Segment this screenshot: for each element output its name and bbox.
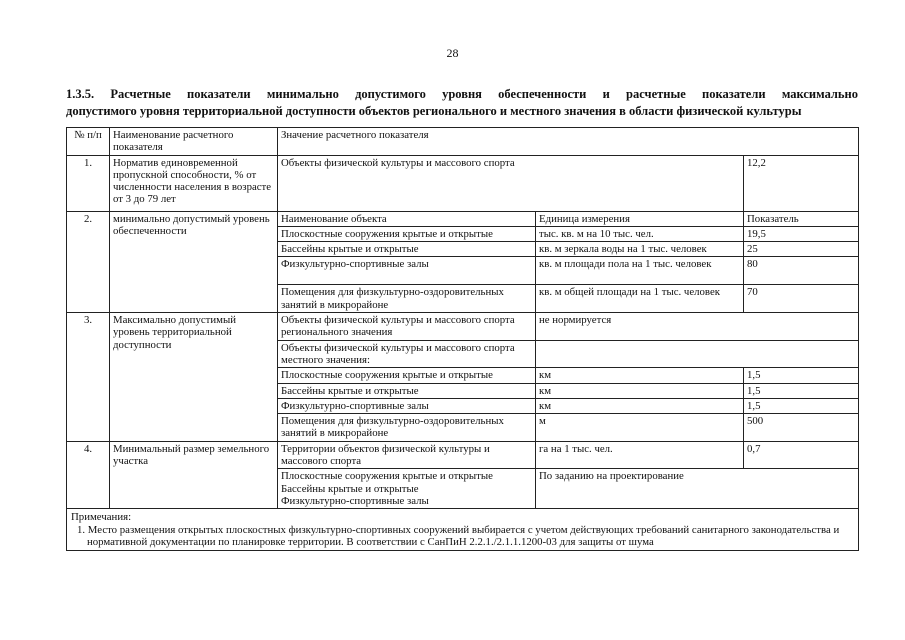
row2-obj: Физкультурно-спортивные залы [278, 257, 536, 285]
row2-num: 2. [67, 211, 110, 312]
row3-unit: км [536, 383, 744, 398]
row4-val1: 0,7 [744, 441, 859, 469]
row2-unit: кв. м зеркала воды на 1 тыс. человек [536, 242, 744, 257]
row2-obj: Помещения для физкультурно-оздоровительных занятий в микрорайоне [278, 285, 536, 313]
row3-regional-object: Объекты физической культуры и массового спорта регионального значения [278, 313, 536, 341]
row2-val: 19,5 [744, 226, 859, 241]
row4-obj2-line2: Бассейны крытые и открытые [281, 482, 419, 495]
row2-val: 25 [744, 242, 859, 257]
row2-unit: тыс. кв. м на 10 тыс. чел. [536, 226, 744, 241]
section-title-line2: допустимого уровня территориальной доступности объектов регионального и местного значения в области физической культуры [66, 104, 802, 118]
row4-obj1: Территории объектов физической культуры и массового спорта [278, 441, 536, 469]
row2-val: 80 [744, 257, 859, 285]
row1-value: 12,2 [744, 155, 859, 211]
row3-obj: Бассейны крытые и открытые [278, 383, 536, 398]
table-row [67, 211, 859, 226]
table-header-row [67, 128, 859, 156]
header-value: Значение расчетного показателя [278, 128, 859, 156]
row3-unit: км [536, 368, 744, 383]
row3-local-object: Объекты физической культуры и массового спорта местного значения: [278, 340, 536, 368]
section-title-line1: 1.3.5. Расчетные показатели минимально допустимого уровня обеспеченности и расчетные показатели максимально [66, 87, 858, 101]
table-row [67, 441, 859, 469]
row3-val: 1,5 [744, 368, 859, 383]
row3-val: 1,5 [744, 398, 859, 413]
note-1: 1. Место размещения открытых плоскостных физкультурно-спортивных сооружений выбирается с учетом действующих требований санитарного законодательства и нормативной документации по планировке территории. В соответствии с СанПиН 2.2.1./2.1.1.1200-03 для защиты от шума [77, 523, 840, 548]
row4-unit1: га на 1 тыс. чел. [536, 441, 744, 469]
row4-obj2-line1: Плоскостные сооружения крытые и открытые [281, 470, 493, 483]
notes-row [67, 509, 859, 551]
row2-val: 70 [744, 285, 859, 313]
section-title [66, 86, 858, 120]
row1-name: Норматив единовременной пропускной способности, % от численности населения в возрасте от 3 до 79 лет [110, 155, 278, 211]
row4-name: Минимальный размер земельного участка [110, 441, 278, 508]
row3-obj: Помещения для физкультурно-оздоровительных занятий в микрорайоне [278, 414, 536, 442]
page-number: 28 [446, 46, 459, 60]
notes-title: Примечания: [71, 511, 132, 524]
header-name: Наименование расчетного показателя [110, 128, 278, 156]
row3-local-value [536, 340, 859, 368]
row4-obj2 [278, 469, 536, 509]
row4-num: 4. [67, 441, 110, 508]
row2-col-object: Наименование объекта [278, 211, 536, 226]
row3-val: 1,5 [744, 383, 859, 398]
row3-obj: Плоскостные сооружения крытые и открытые [278, 368, 536, 383]
row3-unit: м [536, 414, 744, 442]
row3-num: 3. [67, 313, 110, 442]
row1-object: Объекты физической культуры и массового спорта [278, 155, 744, 211]
table-row [67, 155, 859, 211]
row2-col-unit: Единица измерения [536, 211, 744, 226]
row4-unit2: По заданию на проектирование [536, 469, 859, 509]
row2-unit: кв. м площади пола на 1 тыс. человек [536, 257, 744, 285]
row2-col-value: Показатель [744, 211, 859, 226]
header-num: № п/п [67, 128, 110, 156]
row2-obj: Плоскостные сооружения крытые и открытые [278, 226, 536, 241]
row3-unit: км [536, 398, 744, 413]
row3-name: Максимально допустимый уровень территориальной доступности [110, 313, 278, 442]
row1-num: 1. [67, 155, 110, 211]
indicators-table [66, 127, 859, 551]
row2-name: минимально допустимый уровень обеспеченности [110, 211, 278, 312]
row2-obj: Бассейны крытые и открытые [278, 242, 536, 257]
row3-regional-value: не нормируется [536, 313, 859, 341]
row3-val: 500 [744, 414, 859, 442]
row2-unit: кв. м общей площади на 1 тыс. человек [536, 285, 744, 313]
row3-obj: Физкультурно-спортивные залы [278, 398, 536, 413]
row4-obj2-line3: Физкультурно-спортивные залы [281, 494, 429, 507]
table-row [67, 313, 859, 341]
notes-cell [67, 509, 859, 551]
